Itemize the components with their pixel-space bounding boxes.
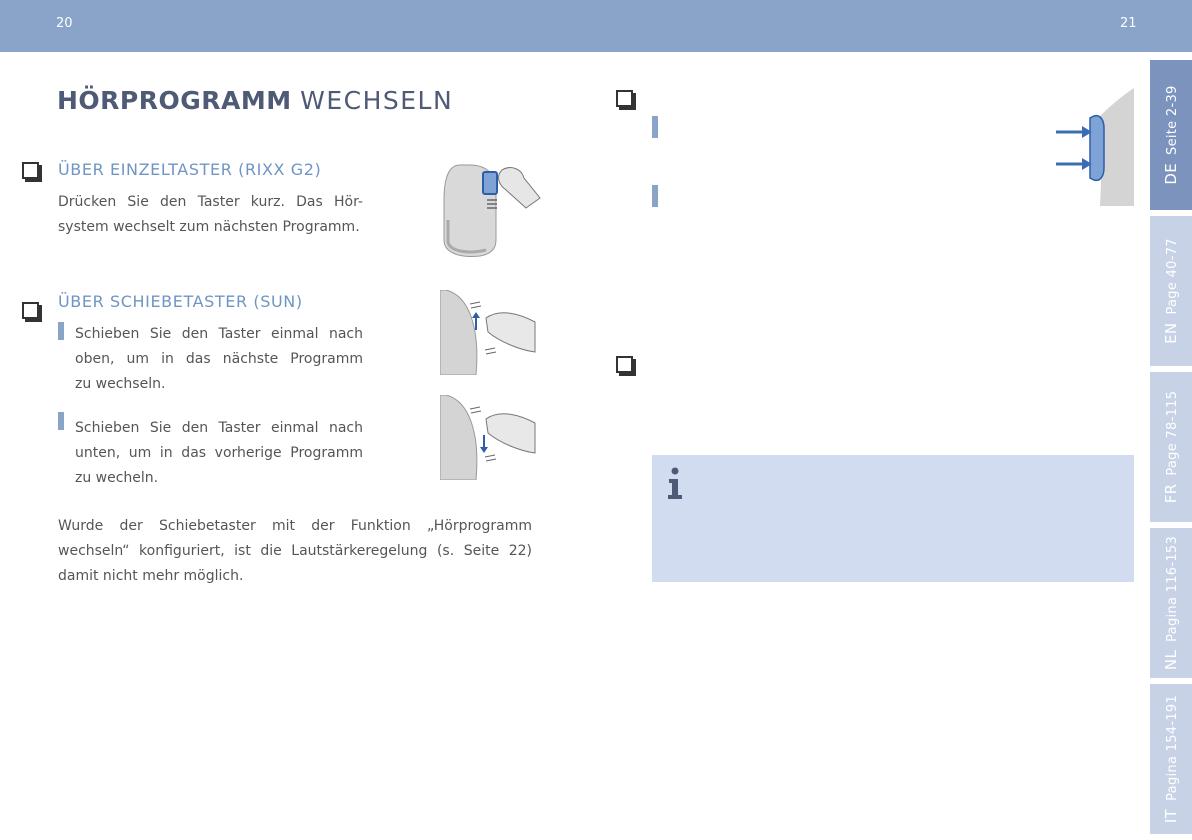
section1-text — [58, 190, 363, 240]
page-number-left: 20 — [56, 16, 73, 31]
title-light: WECHSELN — [300, 86, 454, 115]
note-paragraph — [58, 514, 532, 589]
section-heading-schiebetaster: ÜBER SCHIEBETASTER (SUN) — [58, 292, 303, 311]
note-line-1: Wurde der Schiebetaster mit der Funktion „Hörprogramm — [58, 518, 532, 534]
list-marker — [58, 412, 64, 430]
tab-it[interactable] — [1150, 684, 1192, 834]
page-number-right: 21 — [1120, 16, 1137, 31]
note-line-3: damit nicht mehr möglich. — [58, 568, 244, 584]
section2-item-1 — [75, 322, 363, 397]
tab-label: Page 78-115 — [1165, 390, 1180, 476]
checkbox-icon — [22, 302, 39, 319]
note-line-2: wechseln“ konfiguriert, ist die Lautstärkeregelung (s. Seite 22) — [58, 543, 532, 559]
slider-up-image — [440, 290, 540, 375]
tab-code: IT — [1162, 808, 1180, 824]
page-title — [57, 86, 453, 115]
hearing-aid-button-image — [440, 160, 545, 260]
section2-item-2 — [75, 416, 363, 491]
list-marker — [58, 322, 64, 340]
info-box — [652, 455, 1134, 582]
tab-code: DE — [1162, 162, 1180, 185]
item2-line-2: unten, um in das vorherige Programm — [75, 445, 363, 461]
tab-label: Page 40-77 — [1165, 238, 1180, 315]
tab-nl[interactable] — [1150, 528, 1192, 678]
item2-line-1: Schieben Sie den Taster einmal nach — [75, 420, 363, 436]
section-heading-einzeltaster: ÜBER EINZELTASTER (RIXX G2) — [58, 160, 322, 179]
checkbox-icon — [616, 356, 633, 373]
item1-line-2: oben, um in das nächste Programm — [75, 351, 363, 367]
header-bar — [0, 0, 1192, 52]
section1-line-1: Drücken Sie den Taster kurz. Das Hör- — [58, 194, 363, 210]
list-marker — [652, 185, 658, 207]
checkbox-icon — [22, 162, 39, 179]
tab-de[interactable] — [1150, 60, 1192, 210]
tab-code: NL — [1162, 649, 1180, 671]
tab-code: FR — [1162, 483, 1180, 504]
section1-line-2: system wechselt zum nächsten Programm. — [58, 219, 360, 235]
tab-en[interactable] — [1150, 216, 1192, 366]
item1-line-3: zu wechseln. — [75, 376, 166, 392]
tab-label: Pagina 116-153 — [1165, 535, 1180, 642]
volume-rocker-image — [1050, 88, 1134, 206]
slider-down-image — [440, 395, 540, 480]
tab-label: Seite 2-39 — [1165, 85, 1180, 155]
item1-line-1: Schieben Sie den Taster einmal nach — [75, 326, 363, 342]
tab-code: EN — [1162, 322, 1180, 344]
list-marker — [652, 116, 658, 138]
item2-line-3: zu wecheln. — [75, 470, 159, 486]
title-bold: HÖRPROGRAMM — [57, 86, 292, 115]
checkbox-icon — [616, 90, 633, 107]
tab-fr[interactable] — [1150, 372, 1192, 522]
tab-label: Pagina 154-191 — [1165, 694, 1180, 801]
info-icon — [666, 467, 684, 501]
